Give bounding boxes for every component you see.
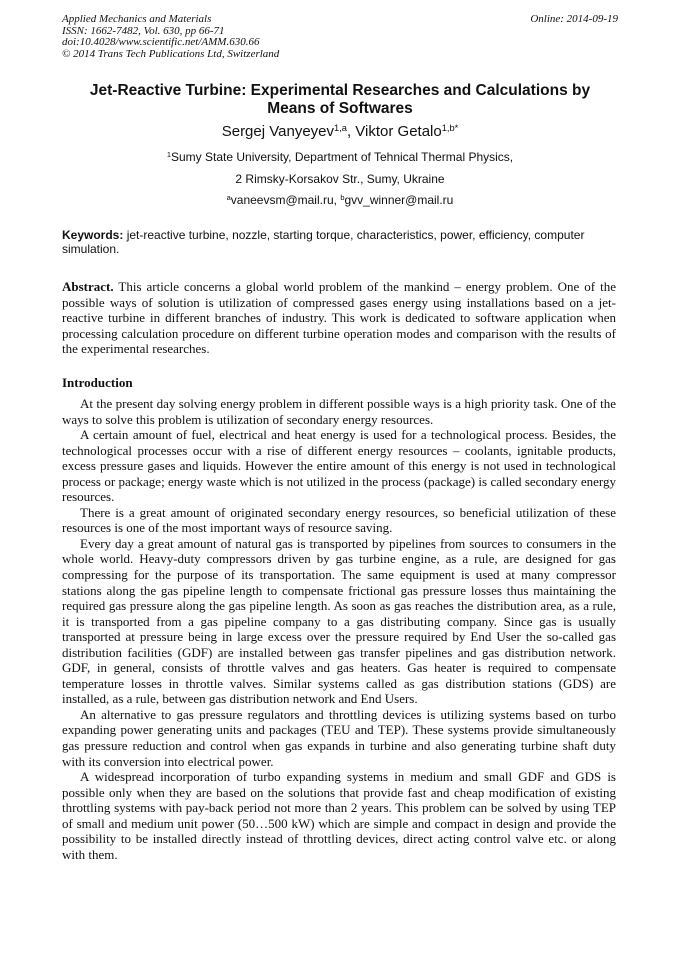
abstract-text: This article concerns a global world problem of the mankind – energy problem. One of the possible ways of solution is utilization of compressed gases energy using installations based on a jet-reactive turbine in different branches of industry. This work is dedicated to software application when processing calculation procedure on different turbine operation modes and comparison with the results of the experimental researches. [62, 279, 616, 356]
email-line [62, 192, 618, 208]
paragraph: There is a great amount of originated secondary energy resources, so beneficial utilization of these resources is one of the most important ways of resource saving. [62, 504, 616, 536]
author-superscript: 1,b* [441, 122, 459, 133]
email-superscript: b [340, 192, 345, 202]
email-a: vaneevsm@mail.ru, [230, 193, 337, 207]
email-superscript: a [226, 192, 231, 202]
copyright-line: © 2014 Trans Tech Publications Ltd, Switzerland [62, 47, 280, 60]
paragraph: A certain amount of fuel, electrical and heat energy is used for a technological process. Besides, the technological processes occur with a rise of different energy resources – coolants, ignitable products, excess pressure gases and liquids. However the entire amount of this energy is not used in technological process or package; energy waste which is not utilized in the process (package) is called secondary energy resources. [62, 427, 616, 505]
paragraph: At the present day solving energy problem in different possible ways is a high priority task. One of the ways to solve this problem is utilization of secondary energy resources. [62, 396, 616, 427]
email-b: gvv_winner@mail.ru [344, 193, 454, 207]
online-date: Online: 2014-09-19 [530, 13, 618, 25]
affiliation-superscript: 1 [166, 149, 171, 159]
journal-header [62, 14, 618, 60]
author-superscript: 1,a [334, 122, 347, 133]
paper-title: Jet-Reactive Turbine: Experimental Researches and Calculations by Means of Softwares [89, 82, 591, 117]
doi-line: doi:10.4028/www.scientific.net/AMM.630.66 [62, 36, 260, 48]
author-name: Sergej Vanyeyev [221, 123, 335, 140]
paragraph: A widespread incorporation of turbo expanding systems in medium and small GDF and GDS is possible only when they are based on the solutions that provide fast and cheap modification of existing throttling systems with pay-back period not more than 2 years. This problem can be solved by using TEP of small and medium unit power (50…500 kW) which are simple and compact in design and provide the possibility to be installed directly instead of throttling devices, direct acting control valve etc. or along with them. [62, 769, 616, 862]
paragraph: Every day a great amount of natural gas is transported by pipelines from sources to consumers in the whole world. Heavy-duty compressors driven by gas turbine engine, as a rule, are designed for gas compressing for the purpose of its transportation. The same equipment is used at many compressor stations along the gas pipeline length to compensate frictional gas pressure losses thus maintaining the required gas pressure along the gas pipeline length. As soon as gas reaches the distribution area, as a rule, it is transported from a gas pipeline company to a gas distributing company. Since gas is usually transported at pressure being in large excess over the pressure required by End User the so-called gas distribution facilities (GDF) are installed between gas transfer pipelines and gas distribution network. GDF, in general, consists of throttle valves and gas heaters. Gas heater is required to compensate temperature losses in throttle valves. Similar systems called as gas distribution stations (GDS) are installed, as a rule, between gas distribution network and End Users. [62, 535, 616, 707]
affiliation-line-2: 2 Rimsky-Korsakov Str., Sumy, Ukraine [235, 172, 445, 186]
keywords [62, 228, 616, 256]
keywords-label: Keywords: [62, 228, 124, 242]
abstract-label: Abstract. [62, 279, 114, 294]
author-list: Sergej Vanyeyev$^{1,a}$, Viktor Getalo$^{1,b*}$ [221, 122, 459, 140]
journal-name: Applied Mechanics and Materials [62, 13, 212, 25]
paragraph: An alternative to gas pressure regulators and throttling devices is utilizing systems based on turbo expanding power generating units and packages (TEU and TEP). These systems provide simultaneously gas pressure reduction and control when gas expands in turbine and also generating turbine shaft duty with its conversion into electrical power. [62, 706, 616, 769]
abstract [62, 279, 616, 357]
keywords-text: jet-reactive turbine, nozzle, starting torque, characteristics, power, efficiency, computer simulation. [62, 228, 585, 256]
section-heading-introduction: Introduction [62, 375, 133, 390]
affiliation-line-1: $^1$Sumy State University, Department of Tehnical Thermal Physics, [166, 149, 514, 164]
issn-line: ISSN: 1662-7482, Vol. 630, pp 66-71 [62, 24, 225, 37]
author-name: Viktor Getalo [355, 123, 442, 140]
introduction-body [62, 396, 616, 862]
